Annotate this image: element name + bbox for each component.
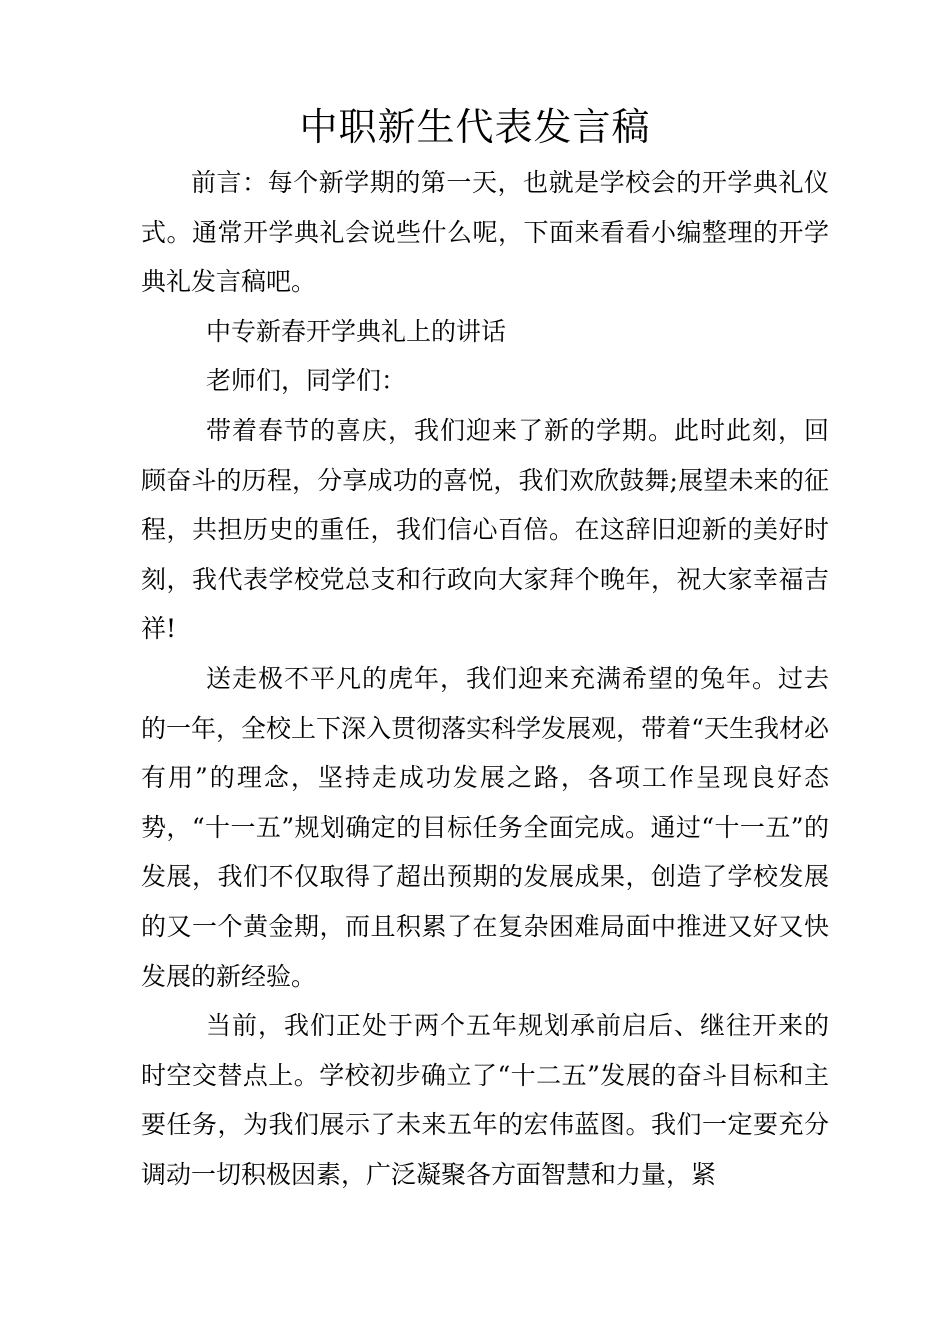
body-paragraph: 当前，我们正处于两个五年规划承前启后、继往开来的时空交替点上。学校初步确立了“十二五”发展的奋斗目标和主要任务，为我们展示了未来五年的宏伟蓝图。我们一定要充分调动一切积极因素，广泛凝聚各方面智慧和力量，紧: [141, 1011, 829, 1189]
body-paragraph: 带着春节的喜庆，我们迎来了新的学期。此时此刻，回顾奋斗的历程，分享成功的喜悦，我们欢欣鼓舞;展望未来的征程，共担历史的重任，我们信心百倍。在这辞旧迎新的美好时刻，我代表学校党总支和行政向大家拜个晚年，祝大家幸福吉祥!: [141, 415, 829, 644]
preface-paragraph: 前言：每个新学期的第一天，也就是学校会的开学典礼仪式。通常开学典礼会说些什么呢，下面来看看小编整理的开学典礼发言稿吧。: [141, 168, 829, 297]
body-paragraph: 送走极不平凡的虎年，我们迎来充满希望的兔年。过去的一年，全校上下深入贯彻落实科学发展观，带着“天生我材必有用”的理念，坚持走成功发展之路，各项工作呈现良好态势，“十一五”规划确定的目标任务全面完成。通过“十一五”的发展，我们不仅取得了超出预期的发展成果，创造了学校发展的又一个黄金期，而且积累了在复杂困难局面中推进又好又快发展的新经验。: [141, 663, 829, 991]
speech-heading: 中专新春开学典礼上的讲话: [206, 316, 507, 346]
salutation: 老师们，同学们：: [206, 366, 407, 396]
document-title: 中职新生代表发言稿: [299, 105, 651, 149]
document-body: [141, 158, 829, 1199]
